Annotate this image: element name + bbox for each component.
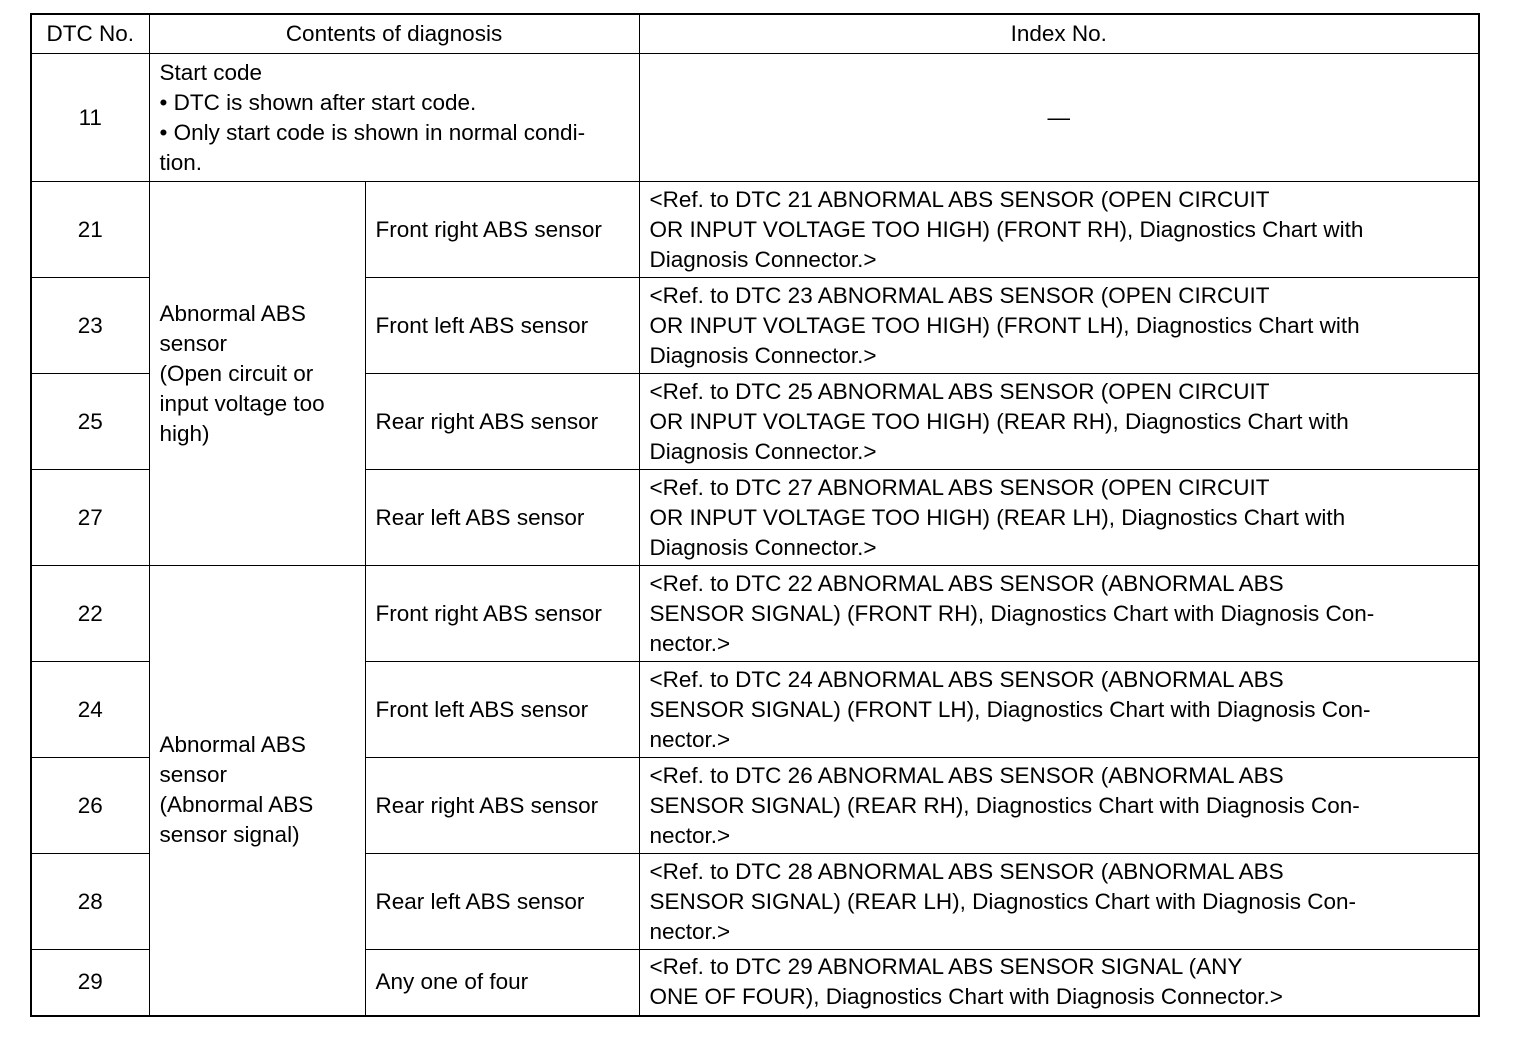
header-row [31, 14, 1479, 54]
group-line: (Abnormal ABS [159, 792, 314, 818]
dtc-table [30, 13, 1480, 1017]
sensor-name: Front right ABS sensor [365, 182, 639, 278]
group-line: Abnormal ABS [159, 300, 306, 326]
group-line: sensor signal) [159, 822, 300, 848]
dtc-number: 22 [31, 566, 149, 662]
index-line: <Ref. to DTC 21 ABNORMAL ABS SENSOR (OPEN CIRCUIT [649, 186, 1270, 212]
dtc-number: 24 [31, 662, 149, 758]
description-line: • Only start code is shown in normal condi- [159, 119, 586, 145]
index-line: <Ref. to DTC 25 ABNORMAL ABS SENSOR (OPEN CIRCUIT [649, 378, 1270, 404]
index-line: SENSOR SIGNAL) (FRONT RH), Diagnostics Chart with Diagnosis Con- [649, 600, 1375, 626]
index-reference [639, 566, 1479, 662]
index-line: <Ref. to DTC 24 ABNORMAL ABS SENSOR (ABNORMAL ABS [649, 666, 1284, 692]
sensor-name: Front left ABS sensor [365, 278, 639, 374]
index-line: OR INPUT VOLTAGE TOO HIGH) (REAR LH), Diagnostics Chart with [649, 504, 1346, 530]
index-line: OR INPUT VOLTAGE TOO HIGH) (FRONT LH), Diagnostics Chart with [649, 312, 1360, 338]
group-line: (Open circuit or [159, 360, 314, 386]
sensor-name: Front left ABS sensor [365, 662, 639, 758]
index-reference [639, 758, 1479, 854]
dtc-number: 27 [31, 470, 149, 566]
description-line: tion. [159, 149, 203, 175]
index-line: nector.> [649, 822, 731, 848]
group-line: high) [159, 420, 210, 446]
index-line: ONE OF FOUR), Diagnostics Chart with Diagnosis Connector.> [649, 984, 1283, 1010]
start-code-description [149, 54, 639, 182]
index-line: <Ref. to DTC 27 ABNORMAL ABS SENSOR (OPEN CIRCUIT [649, 474, 1270, 500]
group-abnormal-signal [149, 566, 365, 1016]
group-line: sensor [159, 762, 228, 788]
dtc-number: 26 [31, 758, 149, 854]
table-row [31, 566, 1479, 662]
dtc-number: 29 [31, 950, 149, 1016]
sensor-name: Rear left ABS sensor [365, 854, 639, 950]
index-line: Diagnosis Connector.> [649, 534, 877, 560]
group-line: input voltage too [159, 390, 325, 416]
index-reference [639, 278, 1479, 374]
index-line: <Ref. to DTC 23 ABNORMAL ABS SENSOR (OPEN CIRCUIT [649, 282, 1270, 308]
index-reference [639, 662, 1479, 758]
index-reference [639, 854, 1479, 950]
header-dtc-no: DTC No. [31, 14, 149, 54]
index-line: nector.> [649, 630, 731, 656]
dtc-number: 23 [31, 278, 149, 374]
group-line: Abnormal ABS [159, 732, 306, 758]
group-open-circuit [149, 182, 365, 566]
index-line: <Ref. to DTC 29 ABNORMAL ABS SENSOR SIGNAL (ANY [649, 954, 1243, 980]
index-reference [639, 374, 1479, 470]
sensor-name: Any one of four [365, 950, 639, 1016]
sensor-name: Rear left ABS sensor [365, 470, 639, 566]
sensor-name: Rear right ABS sensor [365, 374, 639, 470]
index-line: <Ref. to DTC 22 ABNORMAL ABS SENSOR (ABNORMAL ABS [649, 570, 1284, 596]
index-line: <Ref. to DTC 28 ABNORMAL ABS SENSOR (ABNORMAL ABS [649, 858, 1284, 884]
index-line: nector.> [649, 726, 731, 752]
index-line: Diagnosis Connector.> [649, 246, 877, 272]
dtc-number: 25 [31, 374, 149, 470]
index-reference [639, 470, 1479, 566]
index-line: SENSOR SIGNAL) (FRONT LH), Diagnostics Chart with Diagnosis Con- [649, 696, 1371, 722]
description-line: • DTC is shown after start code. [159, 89, 477, 115]
index-line: OR INPUT VOLTAGE TOO HIGH) (REAR RH), Diagnostics Chart with [649, 408, 1349, 434]
dtc-number: 28 [31, 854, 149, 950]
sensor-name: Front right ABS sensor [365, 566, 639, 662]
index-line: Diagnosis Connector.> [649, 342, 877, 368]
index-line: nector.> [649, 918, 731, 944]
index-dash: — [639, 54, 1479, 182]
header-contents: Contents of diagnosis [149, 14, 639, 54]
sensor-name: Rear right ABS sensor [365, 758, 639, 854]
index-line: SENSOR SIGNAL) (REAR RH), Diagnostics Chart with Diagnosis Con- [649, 792, 1360, 818]
group-line: sensor [159, 330, 228, 356]
header-index-no: Index No. [639, 14, 1479, 54]
index-reference [639, 182, 1479, 278]
dtc-number: 21 [31, 182, 149, 278]
index-reference [639, 950, 1479, 1016]
index-line: SENSOR SIGNAL) (REAR LH), Diagnostics Chart with Diagnosis Con- [649, 888, 1356, 914]
table-row [31, 182, 1479, 278]
index-line: OR INPUT VOLTAGE TOO HIGH) (FRONT RH), Diagnostics Chart with [649, 216, 1364, 242]
index-line: Diagnosis Connector.> [649, 438, 877, 464]
dtc-number: 11 [31, 54, 149, 182]
table-row [31, 54, 1479, 182]
description-line: Start code [159, 59, 263, 85]
index-line: <Ref. to DTC 26 ABNORMAL ABS SENSOR (ABNORMAL ABS [649, 762, 1284, 788]
